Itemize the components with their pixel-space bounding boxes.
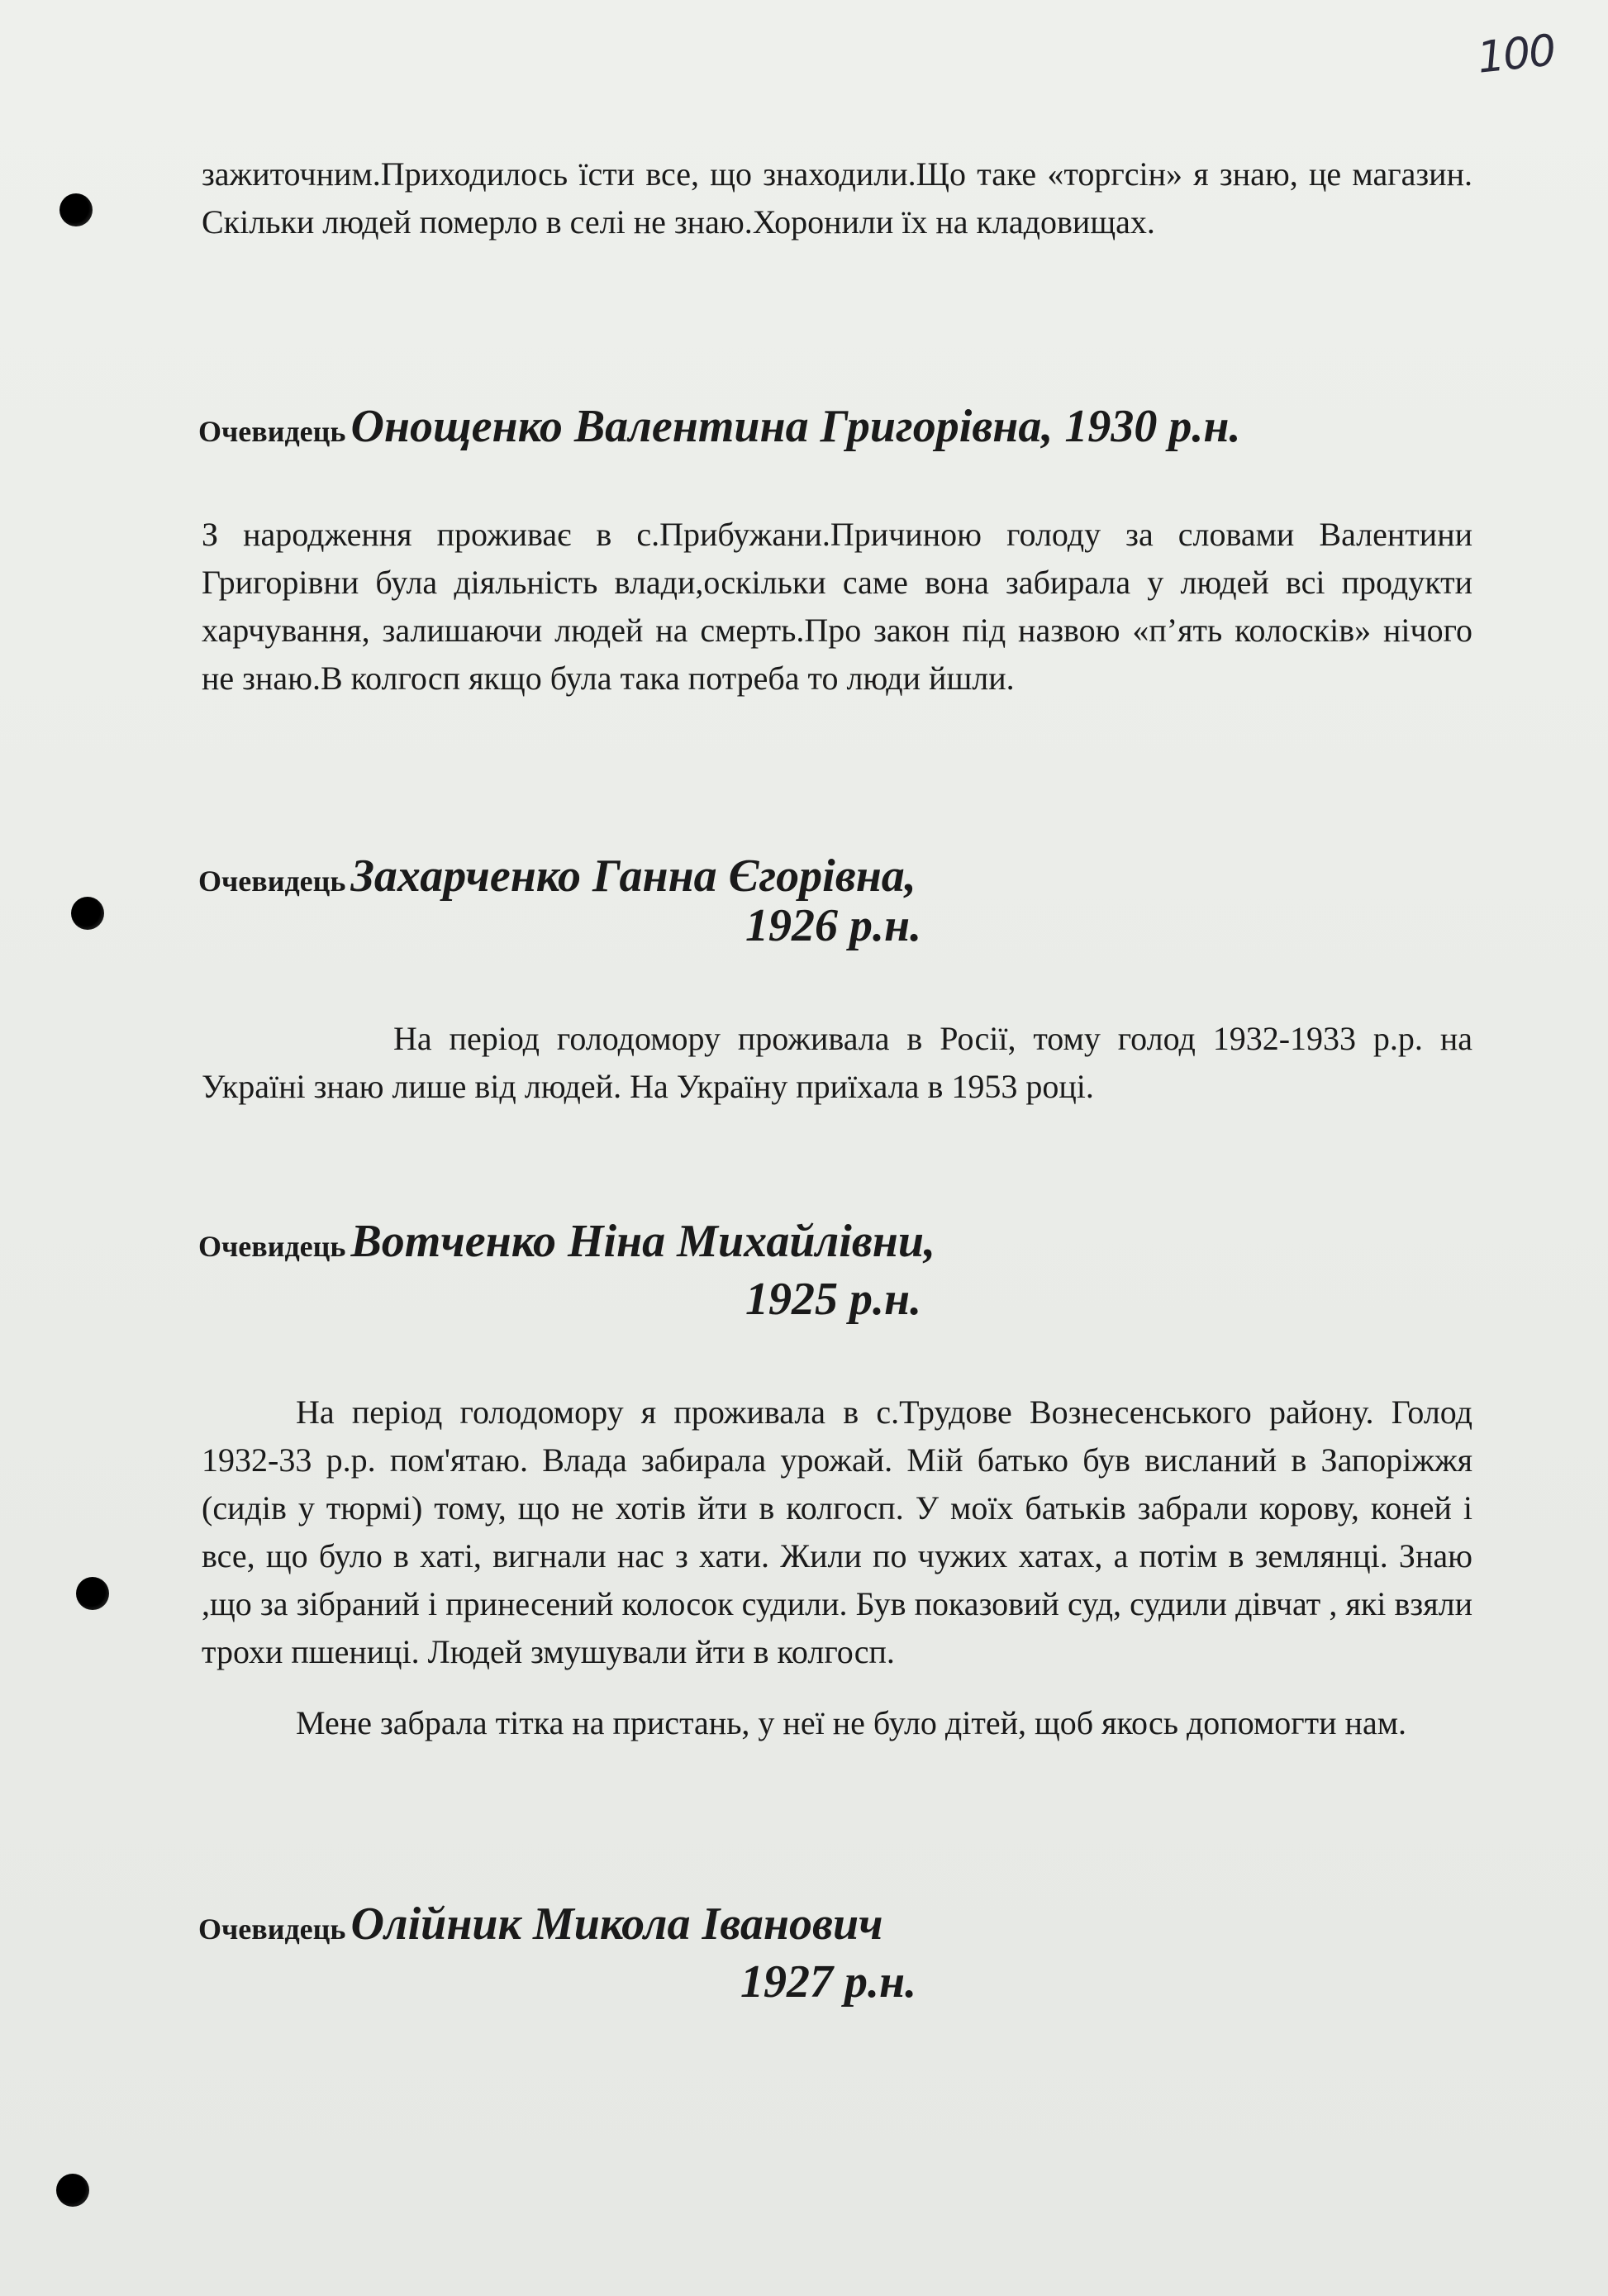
witness-4-year: 1927 р.н. [740, 1956, 917, 2008]
witness-heading-2 [198, 850, 916, 903]
punch-hole-1 [59, 193, 93, 226]
witness-label: Очевидець [198, 1230, 346, 1263]
witness-1-paragraph: З народження проживає в с.Прибужани.Причиною голоду за словами Валентини Григорівни була діяльність влади,оскільки саме вона забирала у людей всі продукти харчування, залишаючи людей на смерть.Про закон під назвою «п’ять колосків» нічого не знаю.В колгосп якщо була така потреба то люди йшли. [202, 516, 1472, 697]
witness-3-paragraph-2: Мене забрала тітка на пристань, у неї не було дітей, щоб якось допомогти нам. [296, 1704, 1407, 1741]
punch-hole-2 [71, 897, 104, 930]
witness-name: Олійник Микола Іванович [350, 1898, 883, 1950]
witness-label: Очевидець [198, 415, 346, 448]
punch-hole-3 [76, 1577, 109, 1610]
witness-name: Онощенко Валентина Григорівна, 1930 р.н. [350, 401, 1241, 452]
witness-heading-3 [198, 1215, 935, 1268]
intro-paragraph: зажиточним.Приходилось їсти все, що знаходили.Що таке «торгсін» я знаю, це магазин. Скільки людей померло в селі не знаю.Хоронили їх на кладовищах. [202, 155, 1472, 241]
witness-name: Вотченко Ніна Михайлівни, [350, 1216, 936, 1267]
witness-label: Очевидець [198, 1913, 346, 1946]
witness-3-paragraph-1: На період голодомору я проживала в с.Трудове Вознесенського району. Голод 1932-33 р.р. пом'ятаю. Влада забирала урожай. Мій батько був висланий в Запоріжжя (сидів у тюрмі) тому, що не хотів йти в колгосп. У моїх батьків забрали корову, коней і все, що було в хаті, вигнали нас з хати. Жили по чужих хатах, а потім в землянці. Знаю ,що за зібраний і принесений колосок судили. Був показовий суд, судили дівчат , які взяли трохи пшениці. Людей змушували йти в колгосп. [202, 1393, 1472, 1670]
witness-heading-1 [198, 400, 1240, 453]
witness-name: Захарченко Ганна Єгорівна, [350, 850, 916, 902]
witness-2-year: 1926 р.н. [745, 900, 922, 951]
witness-2-paragraph: На період голодомору проживала в Росії, тому голод 1932-1933 р.р. на Україні знаю лише від людей. На Україну приїхала в 1953 році. [202, 1020, 1472, 1105]
witness-label: Очевидець [198, 865, 346, 898]
witness-heading-4 [198, 1898, 883, 1951]
page-number: 100 [1475, 26, 1558, 83]
punch-hole-4 [56, 2174, 89, 2207]
witness-3-year: 1925 р.н. [745, 1274, 922, 1325]
